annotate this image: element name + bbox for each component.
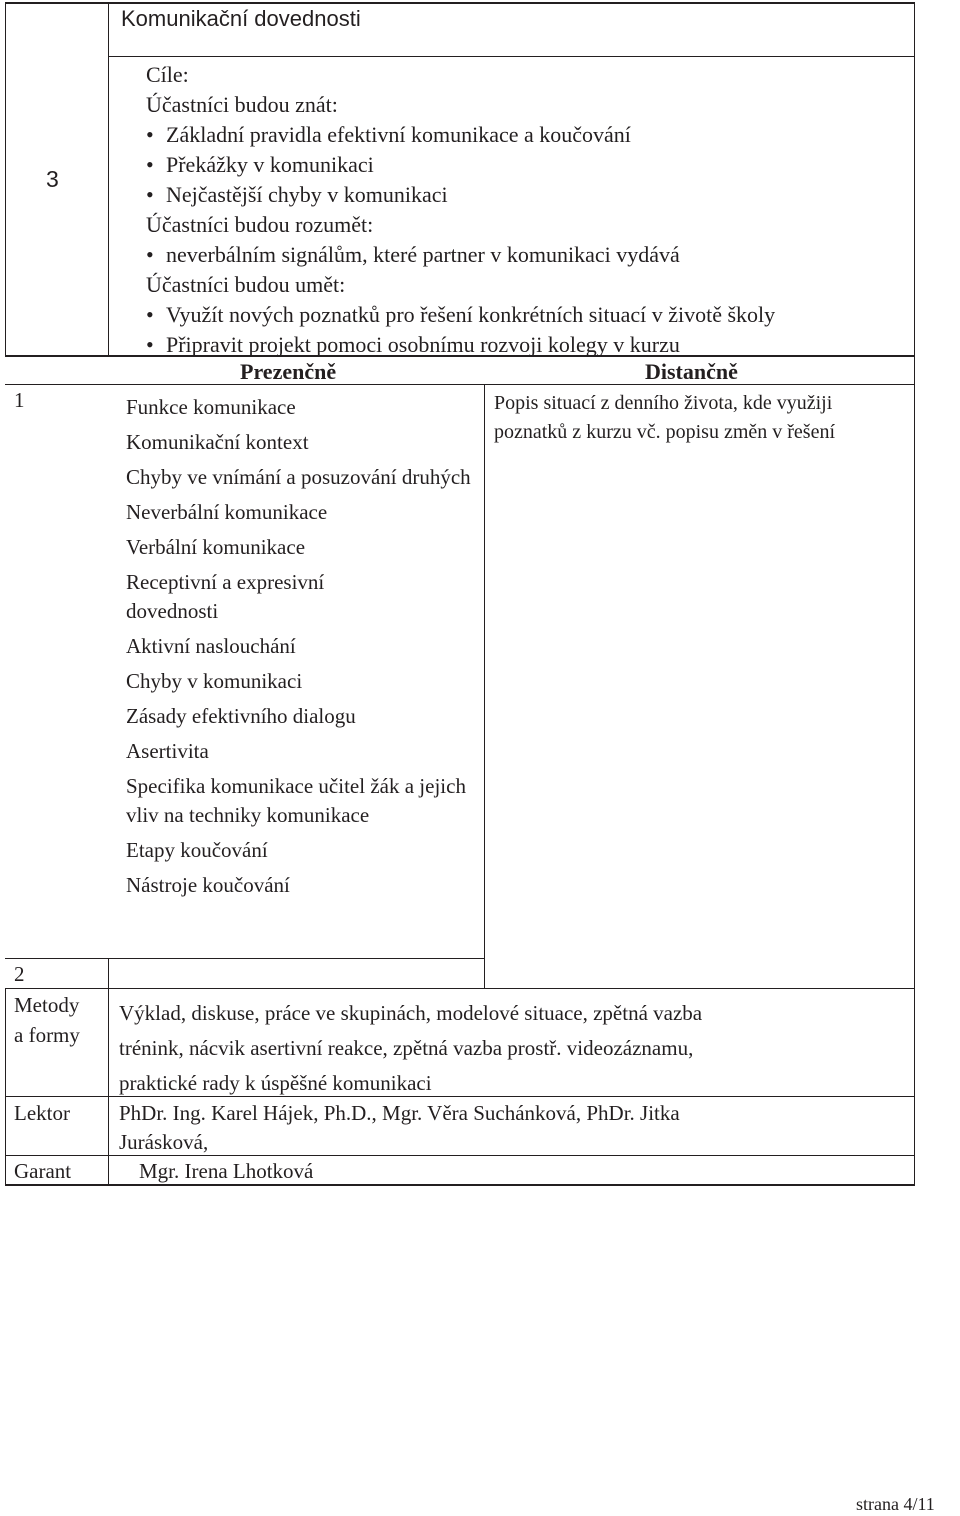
goals-heading: Cíle:	[146, 62, 189, 87]
understand-item: • neverbálním signálům, které partner v komunikaci vydává	[146, 240, 906, 270]
lecturer-line1: PhDr. Ing. Karel Hájek, Ph.D., Mgr. Věra Suchánková, PhDr. Jitka	[119, 1101, 680, 1125]
module-number: 3	[46, 166, 59, 192]
distance-heading: Distančně	[645, 359, 738, 384]
skills-item: • Připravit projekt pomoci osobnímu rozvoji kolegy v kurzu	[146, 330, 906, 360]
topic-item: Aktivní naslouchání	[126, 634, 296, 658]
know-item: • Překážky v komunikaci	[146, 150, 906, 180]
topic-item: Funkce komunikace	[126, 395, 296, 419]
guarantor-name: Mgr. Irena Lhotková	[139, 1159, 314, 1183]
skills-heading: Účastníci budou umět:	[146, 272, 346, 297]
skills-item: • Využít nových poznatků pro řešení konkrétních situací v životě školy	[146, 300, 906, 330]
know-heading: Účastníci budou znát:	[146, 92, 338, 117]
topic-item: Komunikační kontext	[126, 430, 309, 454]
lecturer-line2: Jurásková,	[119, 1130, 209, 1154]
know-item: • Základní pravidla efektivní komunikace a koučování	[146, 120, 906, 150]
methods-label-line1: Metody	[14, 993, 80, 1017]
methods-text	[119, 996, 702, 1101]
presence-topics	[126, 393, 476, 906]
topic-item: Nástroje koučování	[126, 873, 290, 897]
methods-label-line2: a formy	[14, 1023, 80, 1047]
topic-item: Chyby v komunikaci	[126, 669, 303, 693]
know-item: • Nejčastější chyby v komunikaci	[146, 180, 906, 210]
methods-line: Výklad, diskuse, práce ve skupinách, modelové situace, zpětná vazba	[119, 1001, 703, 1025]
topic-item: Chyby ve vnímání a posuzování druhých	[126, 465, 471, 489]
distance-text: Popis situací z denního života, kde využiji poznatků z kurzu vč. popisu změn v řešení	[494, 392, 836, 443]
topic-item: Zásady efektivního dialogu	[126, 704, 356, 728]
module-title: Komunikační dovednosti	[121, 6, 361, 31]
topic-item: Asertivita	[126, 739, 209, 763]
topic-item: Receptivní a expresivní dovednosti	[126, 570, 325, 623]
lecturer-label: Lektor	[14, 1101, 70, 1125]
topic-item: Etapy koučování	[126, 838, 268, 862]
row-number-2: 2	[14, 962, 25, 986]
methods-line: praktické rady k úspěšné komunikaci	[119, 1071, 432, 1095]
topic-item: Specifika komunikace učitel žák a jejich vliv na techniky komunikace	[126, 774, 466, 827]
module-goals	[146, 60, 906, 360]
row-number-1: 1	[14, 388, 25, 412]
methods-line: trénink, nácvik asertivní reakce, zpětná vazba prostř. videozáznamu,	[119, 1036, 694, 1060]
guarantor-label: Garant	[14, 1159, 72, 1183]
understand-heading: Účastníci budou rozumět:	[146, 212, 374, 237]
topic-item: Neverbální komunikace	[126, 500, 328, 524]
topic-item: Verbální komunikace	[126, 535, 306, 559]
page-number: strana 4/11	[856, 1494, 935, 1514]
presence-heading: Prezenčně	[240, 359, 337, 384]
methods-label	[14, 990, 80, 1050]
lecturer-names	[119, 1099, 680, 1157]
